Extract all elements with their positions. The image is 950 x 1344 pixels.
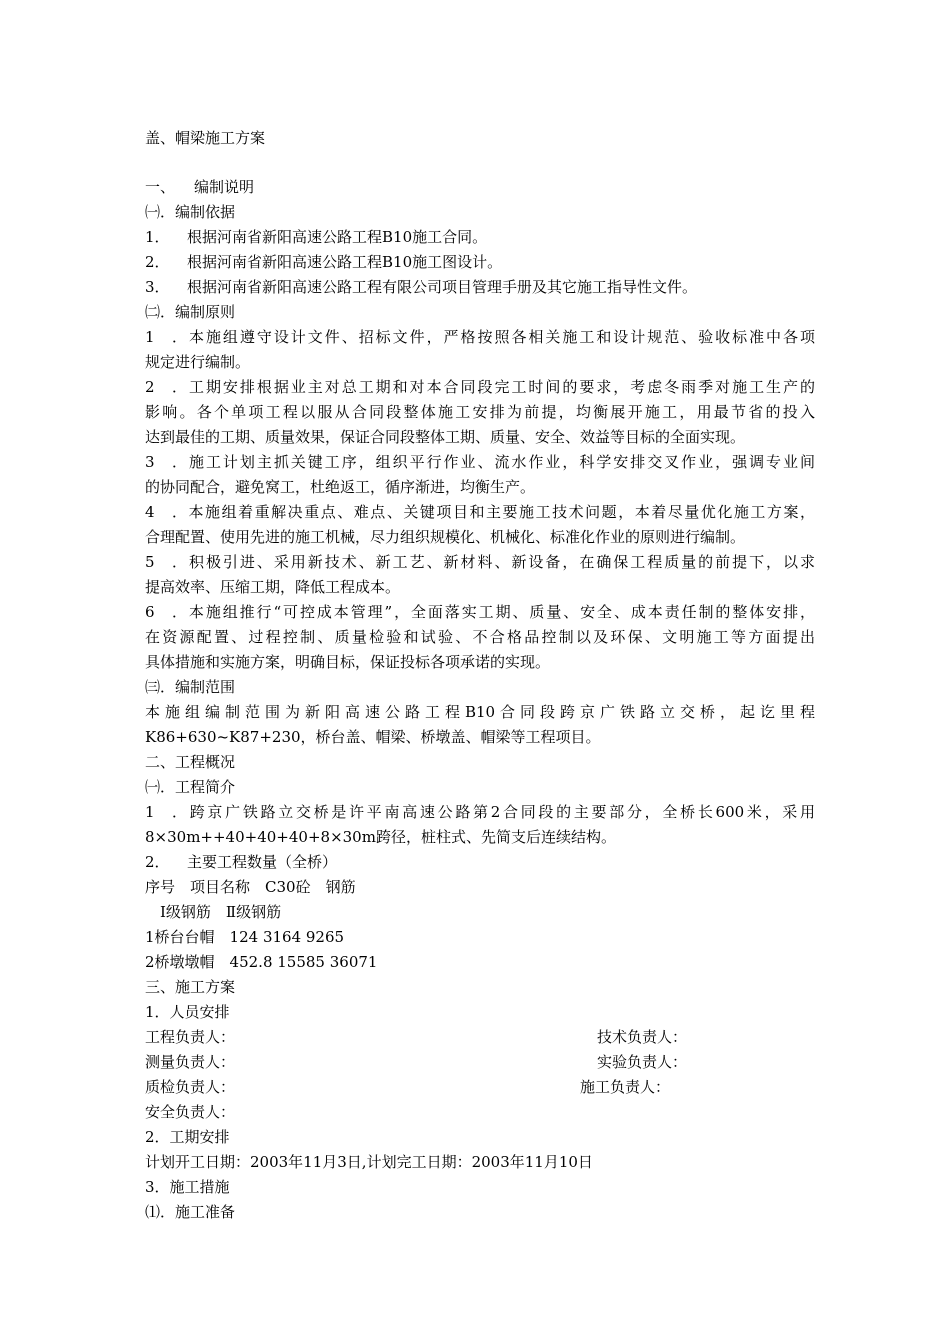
principle-1-line-2: 规定进行编制。 (145, 353, 251, 371)
personnel-right-2: 实验负责人： (597, 1053, 688, 1071)
schedule-text: 计划开工日期：2003年11月3日,计划完工日期：2003年11月10日 (145, 1153, 593, 1171)
principle-6-line-1 (145, 600, 815, 625)
principle-5-number: 5． (145, 553, 187, 571)
principle-3-line-2: 的协同配合，避免窝工，杜绝返工，循序渐进，均衡生产。 (145, 478, 536, 496)
basis-item-2 (145, 250, 815, 275)
subsection-intro-heading: ㈠．工程简介 (145, 778, 236, 796)
principle-5-line-1 (145, 550, 815, 575)
intro-item-1-text-1: 跨京广铁路立交桥是许平南高速公路第2合同段的主要部分，全桥长600米，采用 (187, 803, 815, 821)
principle-4-line-2: 合理配置、使用先进的施工机械，尽力组织规模化、机械化、标准化作业的原则进行编制。 (145, 528, 746, 546)
scope-line-1: 本施组编制范围为新阳高速公路工程B10合同段跨京广铁路立交桥，起讫里程 (145, 703, 815, 721)
principle-6-number: 6． (145, 603, 187, 621)
personnel-heading: 1．人员安排 (145, 1003, 230, 1021)
basis-item-1-text: 根据河南省新阳高速公路工程B10施工合同。 (187, 228, 488, 246)
principle-1-line-1 (145, 325, 815, 350)
principle-4-text-1: 本施组着重解决重点、难点、关键项目和主要施工技术问题，本着尽量优化施工方案， (187, 503, 815, 521)
intro-item-2-number: 2． (145, 853, 170, 871)
section-3-heading: 三、施工方案 (145, 978, 236, 996)
personnel-left-3: 质检负责人： (145, 1078, 236, 1096)
principle-6-text-1: 本施组推行“可控成本管理”，全面落实工期、质量、安全、成本责任制的整体安排， (187, 603, 815, 621)
principle-2-line-3: 达到最佳的工期、质量效果，保证合同段整体工期、质量、安全、效益等目标的全面实现。 (145, 428, 746, 446)
principle-6-line-2: 在资源配置、过程控制、质量检验和试验、不合格品控制以及环保、文明施工等方面提出 (145, 628, 815, 646)
scope-line-2: K86+630~K87+230，桥台盖、帽梁、桥墩盖、帽梁等工程项目。 (145, 728, 601, 746)
basis-item-3 (145, 275, 815, 300)
principle-6-line-3: 具体措施和实施方案，明确目标，保证投标各项承诺的实现。 (145, 653, 551, 671)
personnel-left-1: 工程负责人： (145, 1028, 236, 1046)
basis-item-1-number: 1． (145, 228, 170, 246)
subsection-scope-heading: ㈢．编制范围 (145, 678, 236, 696)
intro-item-1-line-2: 8×30m++40+40+40+8×30m跨径，桩柱式、先简支后连续结构。 (145, 828, 616, 846)
principle-3-line-1 (145, 450, 815, 475)
quantity-table-row-1: 1桥台台帽 124 3164 9265 (145, 928, 345, 946)
section-1-number: 一、 (145, 178, 176, 196)
intro-item-1-line-1 (145, 800, 815, 825)
quantity-table-header: 序号 项目名称 C30砼 钢筋 (145, 878, 356, 896)
subsection-principles-heading: ㈡．编制原则 (145, 303, 236, 321)
personnel-left-2: 测量负责人： (145, 1053, 236, 1071)
quantity-table-row-2: 2桥墩墩帽 452.8 15585 36071 (145, 953, 378, 971)
principle-4-number: 4． (145, 503, 187, 521)
personnel-left-4: 安全负责人： (145, 1103, 236, 1121)
principle-3-number: 3． (145, 453, 187, 471)
principle-1-text-1: 本施组遵守设计文件、招标文件，严格按照各相关施工和设计规范、验收标准中各项 (187, 328, 815, 346)
schedule-heading: 2．工期安排 (145, 1128, 230, 1146)
principle-2-line-1 (145, 375, 815, 400)
section-1-title: 编制说明 (194, 178, 255, 196)
principle-2-text-1: 工期安排根据业主对总工期和对本合同段完工时间的要求，考虑冬雨季对施工生产的 (187, 378, 815, 396)
principle-2-number: 2． (145, 378, 187, 396)
measures-sub-1: ⑴．施工准备 (145, 1203, 236, 1221)
intro-item-1-number: 1． (145, 803, 187, 821)
basis-item-3-number: 3． (145, 278, 170, 296)
principle-3-text-1: 施工计划主抓关键工序，组织平行作业、流水作业，科学安排交叉作业，强调专业间 (187, 453, 815, 471)
document-title: 盖、帽梁施工方案 (145, 129, 266, 147)
principle-5-line-2: 提高效率、压缩工期，降低工程成本。 (145, 578, 401, 596)
principle-4-line-1 (145, 500, 815, 525)
subsection-basis-heading: ㈠．编制依据 (145, 203, 236, 221)
personnel-right-1: 技术负责人： (597, 1028, 688, 1046)
basis-item-1 (145, 225, 815, 250)
section-1-heading (145, 175, 815, 200)
quantity-table-subheader: Ⅰ级钢筋 Ⅱ级钢筋 (145, 903, 282, 921)
intro-item-2-text: 主要工程数量（全桥） (187, 853, 338, 871)
section-2-heading: 二、工程概况 (145, 753, 236, 771)
personnel-right-3: 施工负责人： (580, 1078, 671, 1096)
intro-item-2 (145, 850, 815, 875)
basis-item-3-text: 根据河南省新阳高速公路工程有限公司项目管理手册及其它施工指导性文件。 (187, 278, 698, 296)
principle-1-number: 1． (145, 328, 187, 346)
basis-item-2-number: 2． (145, 253, 170, 271)
measures-heading: 3．施工措施 (145, 1178, 230, 1196)
principle-5-text-1: 积极引进、采用新技术、新工艺、新材料、新设备，在确保工程质量的前提下，以求 (187, 553, 815, 571)
basis-item-2-text: 根据河南省新阳高速公路工程B10施工图设计。 (187, 253, 503, 271)
principle-2-line-2: 影响。各个单项工程以服从合同段整体施工安排为前提，均衡展开施工，用最节省的投入 (145, 403, 815, 421)
